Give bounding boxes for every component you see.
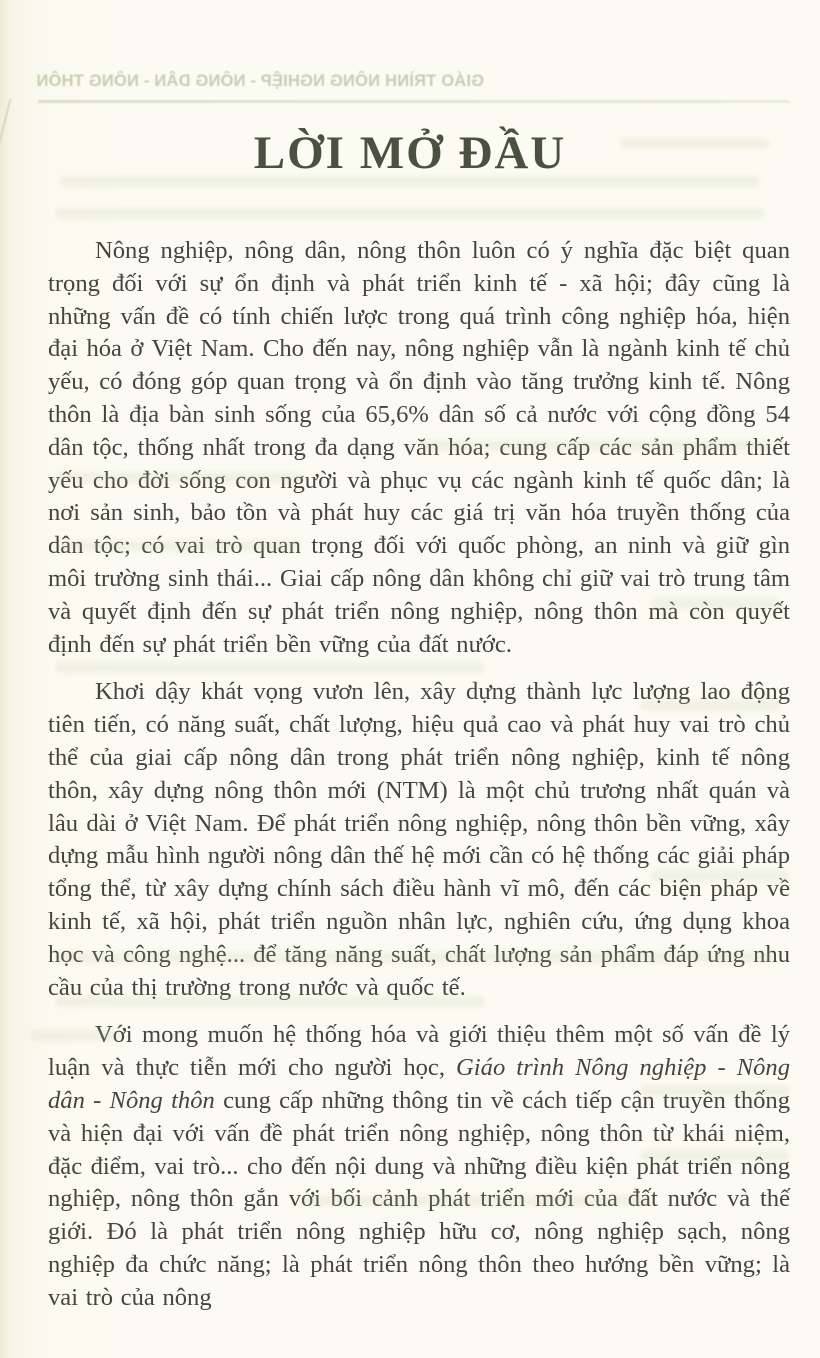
header-rule xyxy=(38,100,790,103)
book-title-reference: Giáo trình Nông nghiệp - Nông dân - Nông thôn xyxy=(48,1054,790,1114)
paragraph xyxy=(48,676,790,1004)
text-run: cung cấp những thông tin về cách tiếp cận truyền thống và hiện đại với vấn đề phát triển nông nghiệp, nông thôn từ khái niệm, đặc điểm, vai trò... cho đến nội dung và những điều kiện phát triển nông nghiệp, nông thôn gắn với bối cảnh phát triển mới của đất nước và thế giới. Đó là phát triển nông nghiệp hữu cơ, nông nghiệp sạch, nông nghiệp đa chức năng; là phát triển nông thôn theo hướng bền vững; là vai trò của nông xyxy=(48,1086,791,1311)
paragraph xyxy=(48,235,790,661)
text-run: Nông nghiệp, nông dân, nông thôn luôn có ý nghĩa đặc biệt quan trọng đối với sự ổn định và phát triển kinh tế - xã hội; đây cũng là những vấn đề có tính chiến lược trong quá trình công nghiệp hóa, hiện đại hóa ở Việt Nam. Cho đến nay, nông nghiệp vẫn là ngành kinh tế chủ yếu, có đóng góp quan trọng và ổn định vào tăng trưởng kinh tế. Nông thôn là địa bàn sinh sống của 65,6% dân số cả nước với cộng đồng 54 dân tộc, thống nhất trong đa dạng văn hóa; cung cấp các sản phẩm thiết yếu cho đời sống con người và phục vụ các ngành kinh tế quốc dân; là nơi sản sinh, bảo tồn và phát huy các giá trị văn hóa truyền thống của dân tộc; có vai trò quan trọng đối với quốc phòng, an ninh và giữ gìn môi trường sinh thái... Giai cấp nông dân không chỉ giữ vai trò trung tâm và quyết định đến sự phát triển nông nghiệp, nông thôn mà còn quyết định đến sự phát triển bền vững của đất nước. xyxy=(48,237,790,658)
bleed-through-smudge xyxy=(55,208,765,219)
paragraph xyxy=(48,1019,790,1314)
bleed-through-running-header: GIÁO TRÌNH NÔNG NGHIỆP - NÔNG DÂN - NÔNG THÔN xyxy=(36,72,484,90)
text-run: Với mong muốn hệ thống hóa và giới thiệu thêm một số vấn đề lý luận và thực tiễn mới cho người học, xyxy=(48,1021,790,1082)
body-text xyxy=(48,235,790,1330)
text-run: Khơi dậy khát vọng vươn lên, xây dựng thành lực lượng lao động tiên tiến, có năng suất, chất lượng, hiệu quả cao và phát huy vai trò chủ thể của giai cấp nông dân trong phát triển nông nghiệp, kinh tế nông thôn, xây dựng nông thôn mới (NTM) là một chủ trương nhất quán và lâu dài ở Việt Nam. Để phát triển nông nghiệp, nông thôn bền vững, xây dựng mẫu hình người nông dân thế hệ mới cần có hệ thống các giải pháp tổng thể, từ xây dựng chính sách điều hành vĩ mô, đến các biện pháp về kinh tế, xã hội, phát triển nguồn nhân lực, nghiên cứu, ứng dụng khoa học và công nghệ... để tăng năng suất, chất lượng sản phẩm đáp ứng nhu cầu của thị trường trong nước và quốc tế. xyxy=(48,678,790,1001)
page-title: LỜI MỞ ĐẦU xyxy=(253,127,567,179)
